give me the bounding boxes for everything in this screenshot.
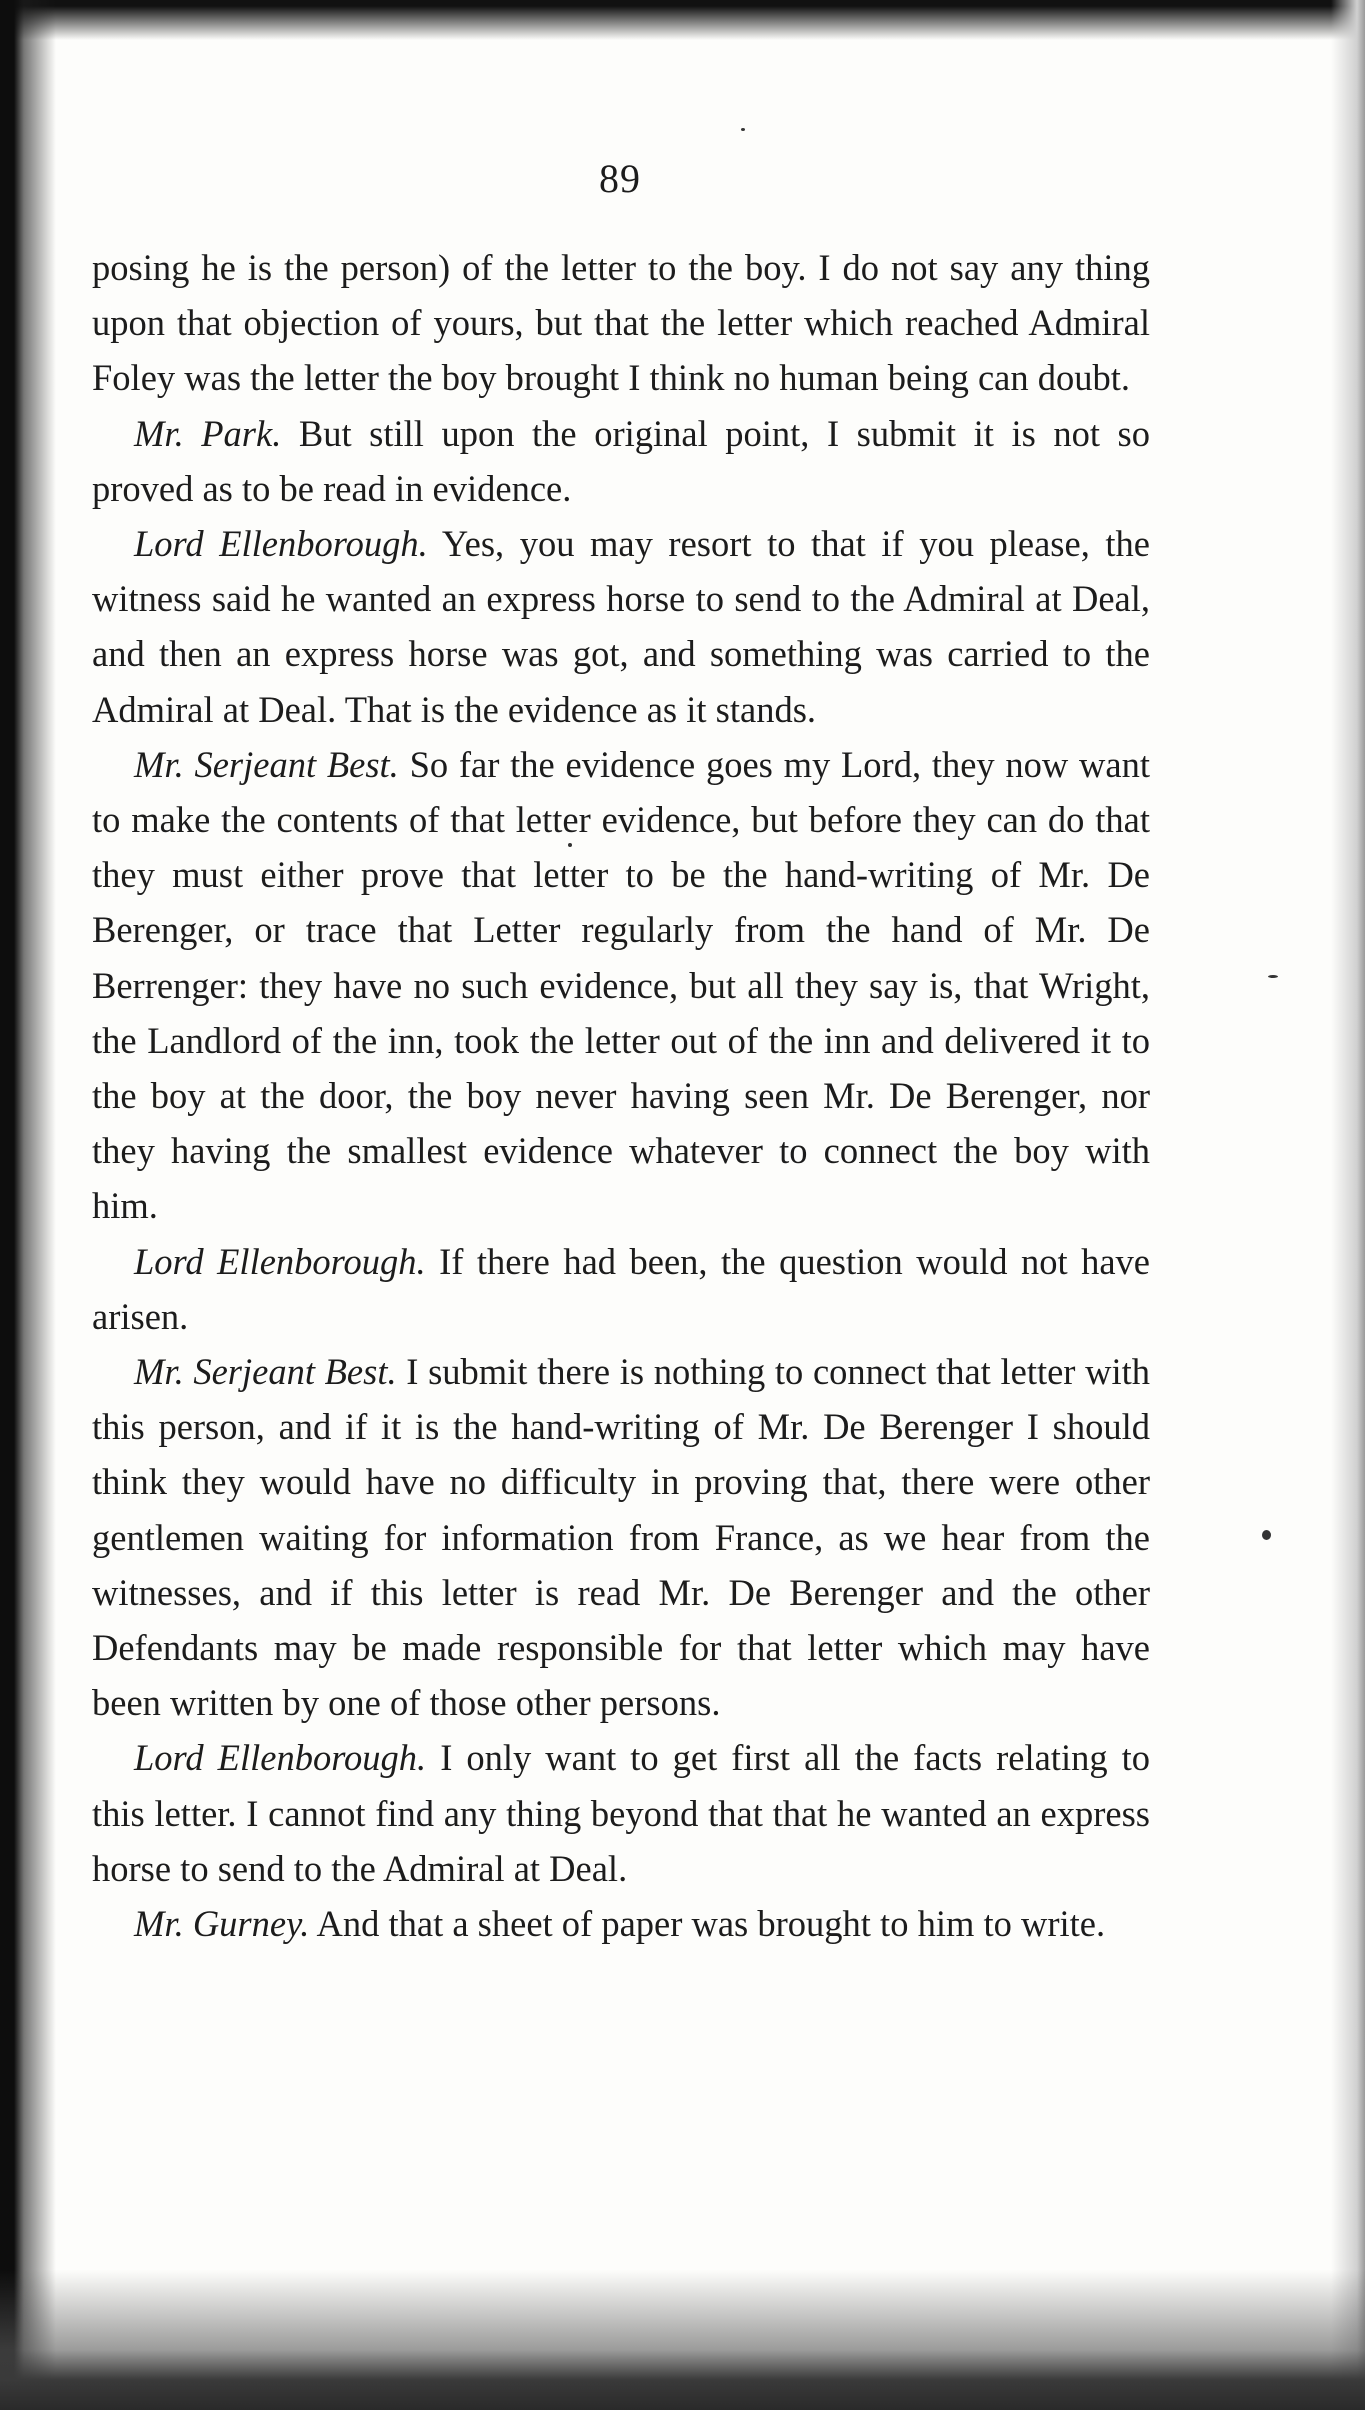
scan-edge-bottom [0, 2260, 1365, 2410]
paragraph-text: And that a sheet of paper was brought to him to write. [309, 1903, 1106, 1945]
paragraph-speaker: Lord Ellenborough. [134, 1240, 426, 1282]
paragraph [92, 1896, 1150, 1951]
paragraph-speaker: Mr. Serjeant Best. [134, 743, 399, 785]
paragraph [92, 737, 1150, 1234]
paragraph-speaker: Lord Ellenborough. [134, 523, 428, 565]
paragraph-speaker: Mr. Gurney. [134, 1903, 310, 1945]
paragraph [92, 1344, 1150, 1730]
paragraph-text: But still upon the original point, I submit it is not so proved as to be read in evidence. [92, 412, 1150, 509]
paragraph-text: So far the evidence goes my Lord, they now want to make the contents of that letter evidence, but before they can do that they must either prove that letter to be the hand-writing of Mr. De Berenger, or trace that Letter regularly from the hand of Mr. De Berrenger: they have no such evidence, but all they say is, that Wright, the Landlord of the inn, took the letter out of the inn and delivered it to the boy at the door, the boy never having seen Mr. De Berenger, nor they having the smallest evidence whatever to connect the boy with him. [92, 743, 1150, 1227]
scan-edge-left [0, 0, 60, 2410]
paragraph-text: I only want to get first all the facts relating to this letter. I cannot find any thing beyond that that he wanted an express horse to send to the Admiral at Deal. [92, 1737, 1150, 1889]
body-text [92, 240, 1150, 1951]
paragraph [92, 240, 1150, 406]
ink-speck [1262, 1530, 1271, 1540]
paragraph [92, 516, 1150, 737]
paragraph-speaker: Mr. Park. [134, 412, 282, 454]
paragraph-text: posing he is the person) of the letter to the boy. I do not say any thing upon that objection of yours, but that the letter which reached Admiral Foley was the letter the boy brought I think no human being can doubt. [92, 247, 1150, 399]
paragraph-speaker: Mr. Serjeant Best. [134, 1351, 397, 1393]
paragraph [92, 406, 1150, 516]
ink-speck [1268, 975, 1278, 978]
page-number: 89 [599, 156, 641, 201]
paragraph-text: I submit there is nothing to connect that letter with this person, and if it is the hand-writing of Mr. De Berenger I should think they would have no difficulty in proving that, there were other gentlemen waiting for information from France, as we hear from the witnesses, and if this letter is read Mr. De Berenger and the other Defendants may be made responsible for that letter which may have been written by one of those other persons. [92, 1351, 1150, 1724]
paragraph [92, 1730, 1150, 1896]
paragraph-text: Yes, you may resort to that if you please, the witness said he wanted an express horse to send to the Admiral at Deal, and then an express horse was got, and something was carried to the Admiral at Deal. That is the evidence as it stands. [92, 523, 1150, 730]
scan-edge-top [0, 0, 1365, 60]
paragraph-text: If there had been, the question would not have arisen. [92, 1240, 1150, 1337]
paragraph-speaker: Lord Ellenborough. [134, 1737, 427, 1779]
scan-edge-right [1325, 0, 1365, 2410]
paragraph [92, 1234, 1150, 1344]
ink-speck [741, 128, 745, 131]
